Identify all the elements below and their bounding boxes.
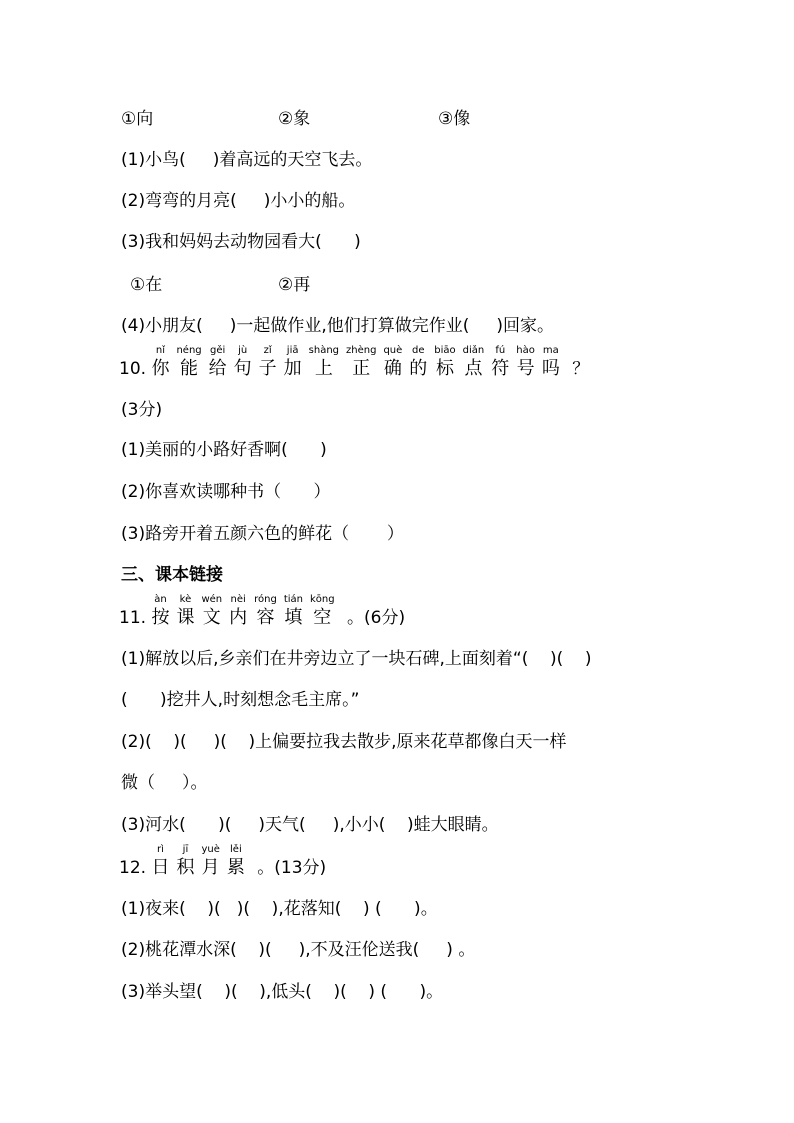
pinyin: lěi [230,844,242,855]
q9-sentence-3: (3)我和妈妈去动物园看大( ) [121,232,361,252]
q10-title [119,345,589,381]
hanzi: 月 [201,857,220,878]
q11-char-2 [201,594,222,630]
q10-char-14 [542,345,560,381]
q12-sentence-3: (3)举头望( )( ),低头( )( ) ( )。 [121,982,444,1002]
hanzi: 标 [435,358,454,379]
q10-char-11 [463,345,485,381]
q11-char-6 [310,594,335,630]
q9-sentence-1: (1)小鸟( )着高远的天空飞去。 [121,150,373,170]
q10-char-1 [176,345,201,381]
q11-sentence-1b: ( )挖井人,时刻想念毛主席。” [121,690,360,710]
hanzi: 加 [283,358,302,379]
hanzi: 容 [256,607,275,628]
hanzi: 的 [409,358,428,379]
pinyin: yuè [201,844,220,855]
hanzi: 点 [464,358,483,379]
pinyin: gěi [210,345,226,356]
q12-char-1 [176,844,194,880]
hanzi: 内 [229,607,248,628]
option-xiang-direction: ①向 [121,109,154,129]
hanzi: 上 [314,358,333,379]
pinyin: jiā [286,345,299,356]
q12-title [119,844,326,880]
pinyin: jī [182,844,189,855]
hanzi: 按 [151,607,170,628]
q10-sentence-2: (2)你喜欢读哪种书（ ） [121,482,331,502]
q10-number: 10. [119,359,147,379]
pinyin: hào [516,345,535,356]
q10-tail: ？ [572,359,590,379]
pinyin: kè [179,594,192,605]
q10-char-8 [383,345,402,381]
pinyin: què [383,345,403,356]
q10-char-9 [409,345,427,381]
q10-sentence-1: (1)美丽的小路好香啊( ) [121,440,327,460]
hanzi: 日 [151,857,170,878]
hanzi: 课 [176,607,195,628]
pinyin: jù [238,345,248,356]
q10-sentence-3: (3)路旁开着五颜六色的鲜花（ ） [121,524,404,544]
q11-sentence-1a: (1)解放以后,乡亲们在井旁边立了一块石碑,上面刻着“( )( ) [121,649,592,669]
q11-char-5 [284,594,303,630]
hanzi: 句 [233,358,252,379]
hanzi: 能 [180,358,199,379]
q11-char-1 [176,594,194,630]
q10-char-7 [346,345,376,381]
q9-sentence-4: (4)小朋友( )一起做作业,他们打算做完作业( )回家。 [121,316,555,336]
q10-char-0 [151,345,169,381]
q11-char-3 [229,594,247,630]
pinyin: shàng [308,345,340,356]
q12-char-2 [201,844,219,880]
pinyin: néng [176,345,202,356]
pinyin: diǎn [462,345,485,356]
hanzi: 号 [516,358,535,379]
q10-char-12 [491,345,509,381]
option-xiang-elephant: ②象 [278,109,311,129]
pinyin: nǐ [155,345,166,356]
pinyin: àn [154,594,167,605]
q11-char-4 [254,594,277,630]
q11-sentence-2a: (2)( )( )( )上偏要拉我去散步,原来花草都像白天一样 [121,732,567,752]
q11-pinyin-chars [151,594,341,630]
q11-number: 11. [119,608,147,628]
q12-number: 12. [119,858,147,878]
hanzi: 子 [258,358,277,379]
q11-char-0 [151,594,169,630]
option-zai-again: ②再 [278,275,311,295]
q9-sentence-2: (2)弯弯的月亮( )小小的船。 [121,191,356,211]
q10-char-6 [309,345,339,381]
q10-char-2 [209,345,227,381]
hanzi: 正 [352,358,371,379]
q11-tail: 。(6分) [347,608,406,628]
pinyin: kōng [310,594,335,605]
q10-char-5 [284,345,302,381]
pinyin: de [412,345,425,356]
hanzi: 你 [151,358,170,379]
hanzi: 积 [176,857,195,878]
pinyin: nèi [230,594,246,605]
pinyin: tián [283,594,303,605]
q12-tail: 。(13分) [257,858,327,878]
q11-title [119,594,405,630]
q12-sentence-2: (2)桃花潭水深( )( ),不及汪伦送我( ) 。 [121,940,476,960]
pinyin: róng [254,594,277,605]
hanzi: 吗 [541,358,560,379]
q10-score: (3分) [121,400,163,420]
pinyin: fú [495,345,506,356]
hanzi: 空 [313,607,332,628]
q10-char-4 [259,345,277,381]
q12-sentence-1: (1)夜来( )( )( ),花落知( ) ( )。 [121,899,438,919]
pinyin: biāo [434,345,456,356]
pinyin: wén [201,594,223,605]
pinyin: ma [542,345,559,356]
pinyin: zǐ [263,345,272,356]
q12-char-0 [151,844,169,880]
hanzi: 给 [208,358,227,379]
hanzi: 文 [202,607,221,628]
q11-sentence-2b: 微（ ）。 [121,773,208,793]
q12-pinyin-chars [151,844,251,880]
q10-pinyin-chars [151,345,566,381]
option-zai-at: ①在 [130,275,163,295]
q11-sentence-3: (3)河水( )( )天气( ),小小( )蛙大眼睛。 [121,815,499,835]
q10-char-13 [516,345,535,381]
option-xiang-like: ③像 [438,109,471,129]
q10-char-10 [434,345,455,381]
pinyin: zhèng [346,345,377,356]
hanzi: 确 [383,358,402,379]
hanzi: 符 [491,358,510,379]
pinyin: rì [157,844,164,855]
hanzi: 累 [226,857,245,878]
q12-char-3 [227,844,245,880]
q10-char-3 [234,345,252,381]
section-3-title: 三、课本链接 [121,565,223,585]
hanzi: 填 [284,607,303,628]
